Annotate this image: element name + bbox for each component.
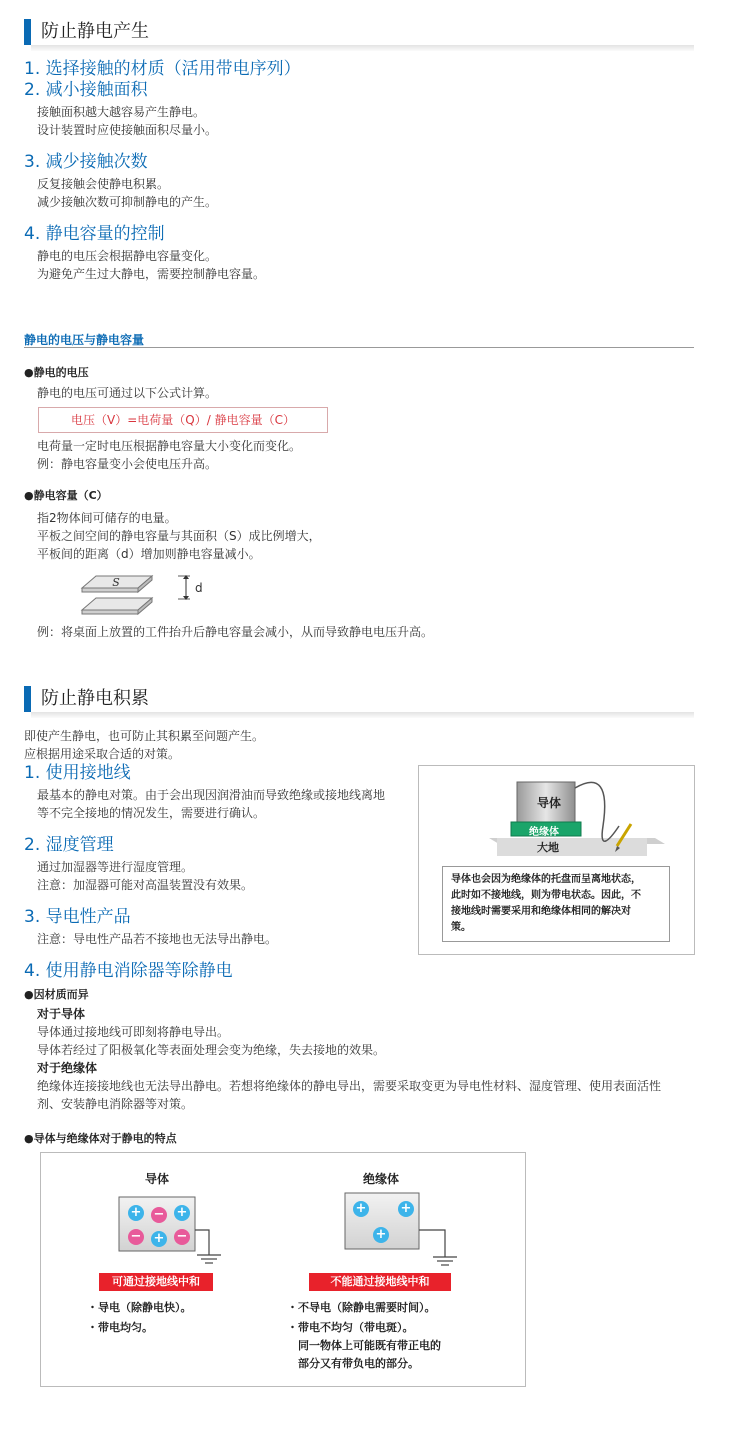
conductor-point: ・带电均匀。 xyxy=(87,1321,153,1334)
bullet-voltage: ●静电的电压 xyxy=(24,366,89,379)
text-line: 设计装置时应使接触面积尽量小。 xyxy=(37,123,218,137)
comparison-figure-box xyxy=(40,1152,526,1387)
text-line: 例：静电容量变小会使电压升高。 xyxy=(37,457,218,471)
compare-title-insulator: 绝缘体 xyxy=(363,1172,400,1186)
title-accent-bar xyxy=(24,19,31,45)
section-title-prevent-generation xyxy=(24,19,694,45)
insulator-point: 同一物体上可能既有带正电的 xyxy=(287,1339,441,1352)
section-title-prevent-accumulation xyxy=(24,686,694,712)
text-line: 绝缘体连接接地线也无法导出静电。若想将绝缘体的静电导出，需要采取变更为导电性材料、湿度管理、使用表面活性 xyxy=(37,1079,662,1093)
positive-charge-icon: + xyxy=(353,1201,369,1217)
grounding-figure-box xyxy=(418,765,695,955)
compare-title-conductor: 导体 xyxy=(145,1172,170,1186)
heading-reduce-area: 2. 减小接触面积 xyxy=(24,80,148,100)
title-underline xyxy=(31,712,694,718)
parallel-plate-diagram xyxy=(78,572,218,618)
text-line: 反复接触会使静电积累。 xyxy=(37,177,170,191)
label-conductor: 导体 xyxy=(537,796,562,810)
text-line: 电荷量一定时电压根据静电容量大小变化而变化。 xyxy=(37,439,302,453)
positive-charge-icon: + xyxy=(151,1231,167,1247)
text-line: 接触面积越大越容易产生静电。 xyxy=(37,105,206,119)
title-accent-bar xyxy=(24,686,31,712)
heading-reduce-contacts: 3. 减少接触次数 xyxy=(24,152,148,172)
label-ground: 大地 xyxy=(537,841,559,854)
area-label-s: S xyxy=(112,576,120,589)
text-line: 为避免产生过大静电，需要控制静电容量。 xyxy=(37,267,266,281)
insulator-ground-wire xyxy=(419,1230,445,1257)
section-title-text: 防止静电产生 xyxy=(41,21,149,42)
label-insulator: 绝缘体 xyxy=(529,827,559,838)
heading-ionizer: 4. 使用静电消除器等除静电 xyxy=(24,961,233,981)
positive-charge-icon: + xyxy=(373,1227,389,1243)
distance-label-d: d xyxy=(195,581,203,595)
text-line: 即使产生静电，也可防止其积累至问题产生。 xyxy=(24,729,265,743)
caption-line: 此时如不接地线，则为带电状态。因此，不 xyxy=(451,890,641,901)
text-line: 静电的电压会根据静电容量变化。 xyxy=(37,249,218,263)
subtitle-for-conductor: 对于导体 xyxy=(37,1007,86,1021)
comparison-illustration xyxy=(41,1153,525,1271)
divider xyxy=(24,347,694,348)
heading-conductive-products: 3. 导电性产品 xyxy=(24,907,131,927)
bullet-conductor-vs-insulator: ●导体与绝缘体对于静电的特点 xyxy=(24,1132,177,1145)
insulator-point: ・带电不均匀（带电斑）。 xyxy=(287,1321,414,1334)
caption-line: 策。 xyxy=(451,922,471,933)
heading-select-material: 1. 选择接触的材质（活用带电序列） xyxy=(24,59,301,79)
conductor-point: ・导电（除静电快）。 xyxy=(87,1301,192,1314)
text-line: 指2物体间可储存的电量。 xyxy=(37,511,177,525)
subtitle-for-insulator: 对于绝缘体 xyxy=(37,1061,98,1075)
text-line: 等不完全接地的情况发生，需要进行确认。 xyxy=(37,806,266,820)
bullet-by-material: ●因材质而异 xyxy=(24,988,89,1001)
text-line: 导体若经过了阳极氧化等表面处理会变为绝缘，失去接地的效果。 xyxy=(37,1043,386,1057)
text-line: 平板之间空间的静电容量与其面积（S）成比例增大， xyxy=(37,529,321,543)
ground-wire-loose xyxy=(575,782,619,841)
tag-cannot-neutralize: 不能通过接地线中和 xyxy=(309,1273,451,1291)
text-line: 导体通过接地线可即刻将静电导出。 xyxy=(37,1025,230,1039)
negative-charge-icon: − xyxy=(174,1229,190,1245)
tag-can-neutralize: 可通过接地线中和 xyxy=(99,1273,213,1291)
positive-charge-icon: + xyxy=(398,1201,414,1217)
conductor-ground-wire xyxy=(195,1230,209,1255)
text-line: 静电的电压可通过以下公式计算。 xyxy=(37,386,218,400)
text-line: 减少接触次数可抑制静电的产生。 xyxy=(37,195,218,209)
subhead-voltage-capacitance: 静电的电压与静电容量 xyxy=(24,333,145,347)
positive-charge-icon: + xyxy=(174,1205,190,1221)
insulator-point: 部分又有带负电的部分。 xyxy=(287,1357,419,1370)
heading-humidity: 2. 湿度管理 xyxy=(24,835,114,855)
negative-charge-icon: − xyxy=(151,1207,167,1223)
negative-charge-icon: − xyxy=(128,1229,144,1245)
text-line: 注意：加湿器可能对高温装置没有效果。 xyxy=(37,878,254,892)
text-line: 例：将桌面上放置的工件抬升后静电容量会减小，从而导致静电电压升高。 xyxy=(37,625,434,639)
grounding-caption-box xyxy=(442,866,670,942)
section-title-text: 防止静电积累 xyxy=(41,688,149,709)
caption-line: 接地线时需要采用和绝缘体相同的解决对 xyxy=(451,906,631,917)
heading-capacitance-control: 4. 静电容量的控制 xyxy=(24,224,165,244)
text-line: 通过加湿器等进行湿度管理。 xyxy=(37,860,194,874)
bullet-capacitance: ●静电容量（C） xyxy=(24,489,108,502)
ground-slab xyxy=(497,838,647,856)
text-line: 注意：导电性产品若不接地也无法导出静电。 xyxy=(37,932,278,946)
text-line: 最基本的静电对策。由于会出现因润滑油而导致绝缘或接地线离地 xyxy=(37,788,386,802)
title-underline xyxy=(31,45,694,51)
top-plate-front xyxy=(82,588,138,592)
insulator-point: ・不导电（除静电需要时间）。 xyxy=(287,1301,436,1314)
text-line: 剂、安装静电消除器等对策。 xyxy=(37,1097,194,1111)
bottom-plate-front xyxy=(82,610,138,614)
grounding-illustration xyxy=(419,766,694,876)
formula-box xyxy=(38,407,328,433)
positive-charge-icon: + xyxy=(128,1205,144,1221)
caption-line: 导体也会因为绝缘体的托盘而呈离地状态， xyxy=(451,874,641,885)
text-line: 应根据用途采取合适的对策。 xyxy=(24,747,181,761)
text-line: 平板间的距离（d）增加则静电容量减小。 xyxy=(37,547,261,561)
heading-ground-wire: 1. 使用接地线 xyxy=(24,763,131,783)
formula-text: 电压（V）=电荷量（Q）/ 静电容量（C） xyxy=(71,413,295,427)
